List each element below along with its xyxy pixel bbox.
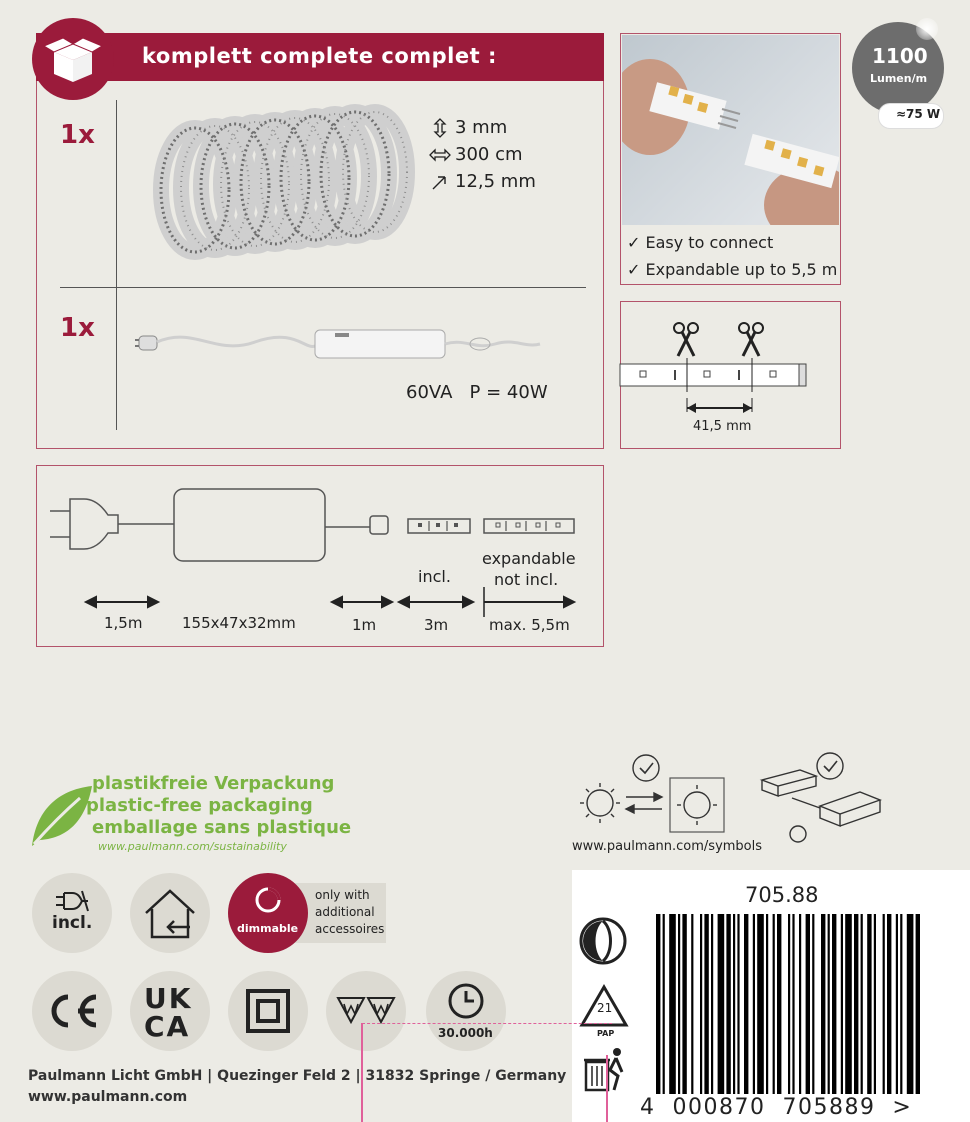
plug-icon	[50, 499, 118, 549]
leaf-icon	[26, 782, 96, 852]
symbols-url[interactable]: www.paulmann.com/symbols	[572, 839, 763, 854]
clock-icon	[446, 981, 486, 1021]
hands-connecting-strip-image	[622, 35, 839, 225]
company-address: Paulmann Licht GmbH | Quezinger Feld 2 | 31832 Springe / Germany	[28, 1068, 567, 1084]
trash-bin-icon	[582, 1046, 628, 1096]
dimmable-note-2: additional	[315, 905, 375, 919]
strip-quantity: 1x	[60, 120, 95, 150]
feature-expandable: ✓ Expandable up to 5,5 m	[627, 260, 838, 279]
measure-cable1: 1,5m	[104, 614, 143, 632]
plastic-free-fr: emballage sans plastique	[92, 817, 352, 838]
indoor-house-icon	[140, 883, 200, 943]
plastic-free-en: plastic-free packaging	[86, 795, 313, 816]
measure-strip: 3m	[424, 616, 449, 634]
lumen-glow	[916, 18, 938, 40]
sun-icon-2	[677, 785, 717, 825]
watt-equivalent: ≈75 W	[896, 107, 941, 121]
measure-max: max. 5,5m	[489, 616, 570, 634]
incl-label: incl.	[418, 567, 451, 586]
recycle-material: PAP	[597, 1029, 615, 1038]
diagonal-arrow-icon	[431, 173, 449, 191]
company-website[interactable]: www.paulmann.com	[28, 1089, 188, 1105]
height-arrow-icon	[431, 118, 449, 138]
ukca-line-1: UK	[144, 982, 193, 1015]
spec-height: 3 mm	[455, 117, 508, 138]
class-ii-insulation-icon	[246, 989, 290, 1033]
scissors-icon-2	[739, 323, 763, 356]
sustainability-url[interactable]: www.paulmann.com/sustainability	[98, 840, 287, 853]
feature-easy-connect: ✓ Easy to connect	[627, 233, 774, 252]
green-dot-icon	[579, 917, 627, 965]
ukca-line-2: CA	[144, 1010, 191, 1043]
banner-text: komplett complete complet :	[142, 44, 497, 68]
length-arrow-icon	[429, 147, 451, 163]
recycle-code: 21	[597, 1001, 613, 1015]
plastic-free-de: plastikfreie Verpackung	[92, 773, 335, 794]
driver-led-symbol	[762, 753, 880, 842]
not-incl-label: not incl.	[494, 570, 559, 589]
spec-width: 12,5 mm	[455, 171, 536, 192]
lumen-unit: Lumen/m	[870, 72, 928, 85]
light-switch-symbols	[570, 748, 900, 838]
cut-distance: 41,5 mm	[693, 419, 752, 434]
expandable-label: expandable	[482, 549, 576, 568]
barcode	[656, 914, 936, 1099]
dimmer-icon	[253, 885, 283, 915]
article-number: 705.88	[745, 883, 819, 907]
lifetime-label: 30.000h	[438, 1026, 493, 1040]
dimmable-note-1: only with	[315, 888, 370, 902]
guide-line-vertical-right	[606, 1055, 608, 1122]
spec-length: 300 cm	[455, 144, 523, 165]
contents-vertical-divider	[116, 100, 117, 430]
driver-quantity: 1x	[60, 313, 95, 343]
led-strip-coil-image	[135, 112, 415, 262]
guide-line-horizontal	[362, 1023, 612, 1024]
check-icon	[633, 755, 659, 781]
connect-photo	[622, 35, 839, 225]
scissors-icon	[674, 323, 698, 356]
dimmable-note-3: accessoires	[315, 922, 385, 936]
contents-horizontal-divider	[60, 287, 586, 288]
measure-driver-size: 155x47x32mm	[182, 614, 296, 632]
lumen-value: 1100	[872, 44, 928, 68]
sun-icon	[580, 783, 620, 823]
ce-mark-icon	[42, 991, 102, 1031]
plug-included-label: incl.	[52, 913, 93, 933]
measure-cable2: 1m	[352, 616, 377, 634]
mm-furniture-icon	[336, 996, 396, 1026]
barcode-digits: 4 000870 705889 >	[640, 1095, 913, 1120]
dimmable-label: dimmable	[237, 922, 299, 935]
driver-rating: 60VA P = 40W	[406, 382, 548, 403]
driver-with-cables-image	[135, 320, 555, 370]
